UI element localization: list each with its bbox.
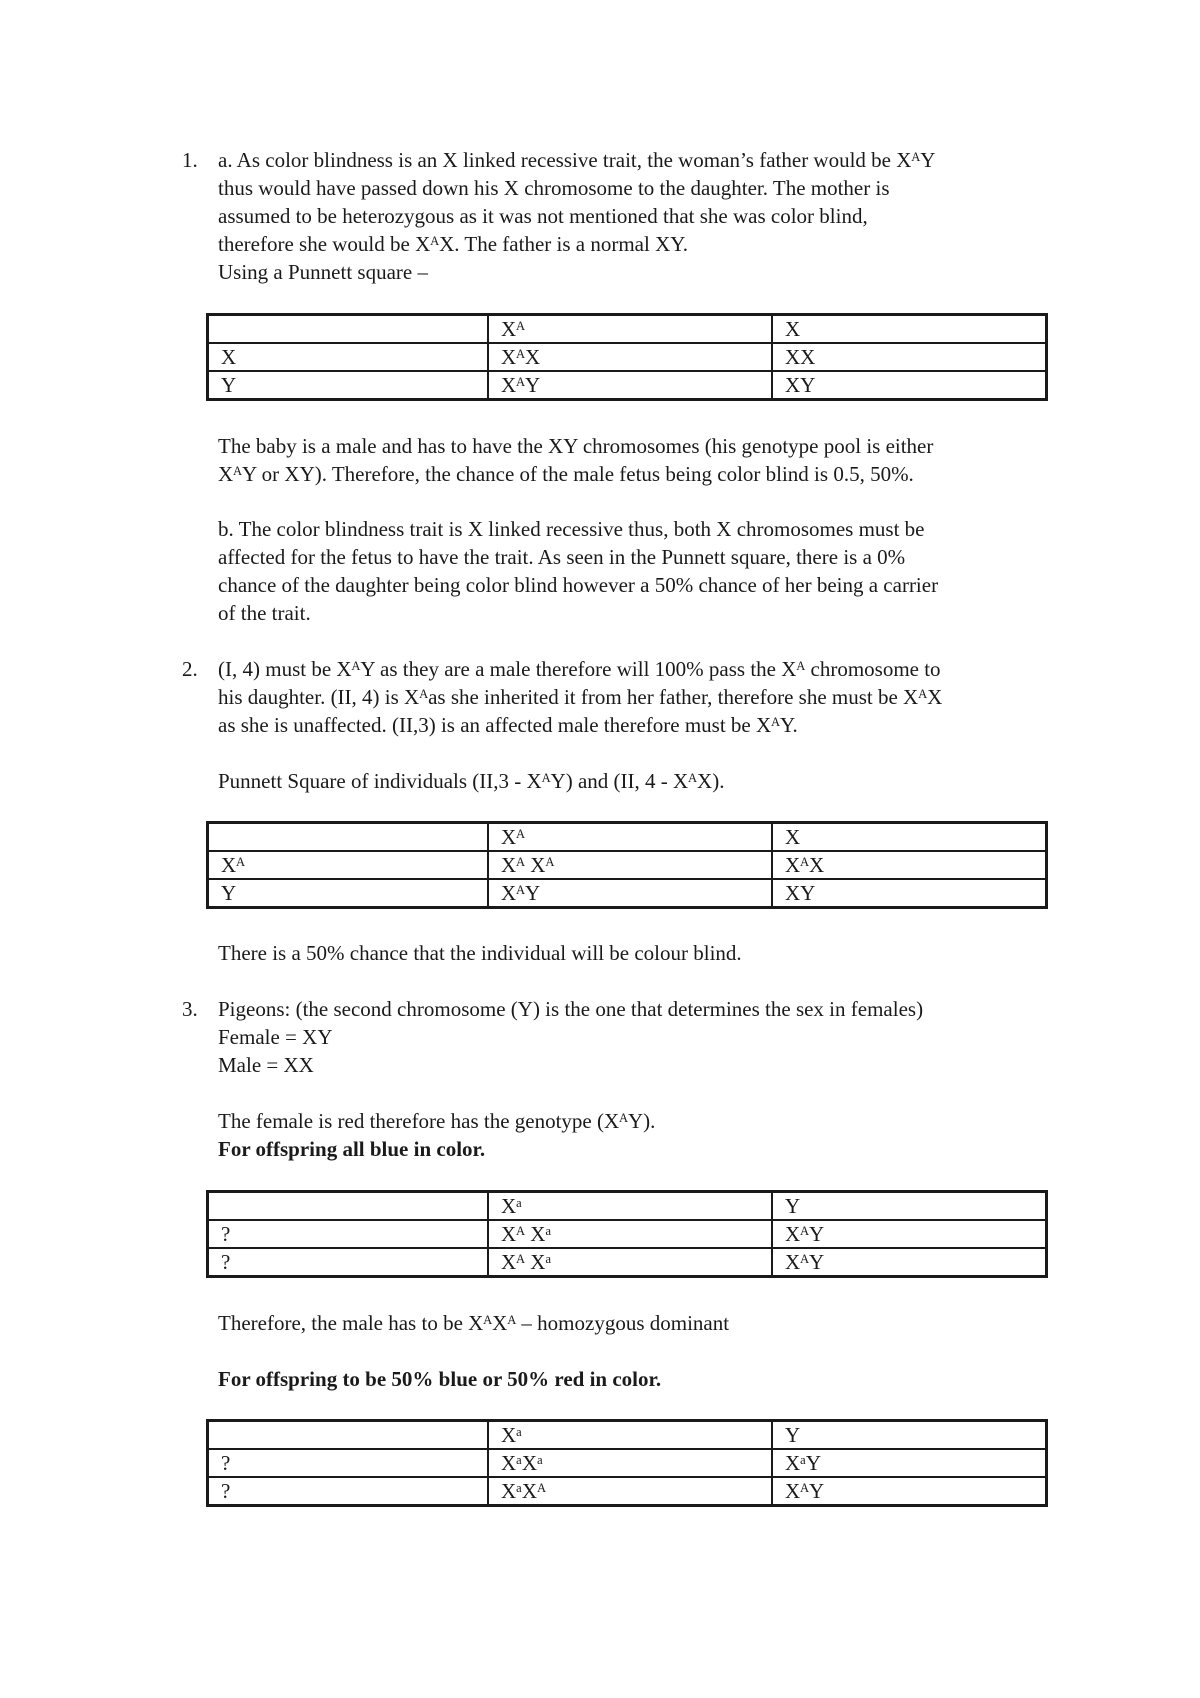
table-cell — [208, 823, 489, 852]
q3-heading-half-blue: For offspring to be 50% blue or 50% red in color. — [218, 1367, 662, 1391]
table-cell — [208, 1421, 489, 1450]
q3-punnett-table-1 — [206, 1190, 1048, 1278]
table-cell: Xᴬ Xᵃ — [488, 1248, 772, 1277]
table-row — [208, 1220, 1047, 1248]
table-cell: Xᵃ — [488, 1421, 772, 1450]
table-cell: XᴬX — [772, 851, 1047, 879]
q2-punnett-table — [206, 821, 1048, 909]
table-row — [208, 1192, 1047, 1221]
table-cell: XᵃY — [772, 1449, 1047, 1477]
table-cell: Xᴬ — [488, 315, 772, 344]
table-cell: XᵃXᵃ — [488, 1449, 772, 1477]
q1-line-4: therefore she would be XᴬX. The father is a normal XY. — [218, 232, 688, 256]
q1-line-1: a. As color blindness is an X linked recessive trait, the woman’s father would be XᴬY — [218, 148, 936, 172]
table-cell: Xᴬ — [488, 823, 772, 852]
table-cell: Xᴬ — [208, 851, 489, 879]
q3-punnett-table-2 — [206, 1419, 1048, 1507]
table-cell: XᴬX — [488, 343, 772, 371]
q3-line-1: Pigeons: (the second chromosome (Y) is the one that determines the sex in females) — [218, 997, 924, 1021]
q1-line-3: assumed to be heterozygous as it was not mentioned that she was color blind, — [218, 204, 868, 228]
table-cell: Xᴬ Xᵃ — [488, 1220, 772, 1248]
q1b-line-1: b. The color blindness trait is X linked recessive thus, both X chromosomes must be — [218, 517, 925, 541]
table-row — [208, 315, 1047, 344]
table-row — [208, 879, 1047, 908]
table-cell: XᴬY — [488, 371, 772, 400]
table-cell: XY — [772, 371, 1047, 400]
q2-after-table: There is a 50% chance that the individual will be colour blind. — [218, 941, 742, 965]
q1-after-line-1: The baby is a male and has to have the XY chromosomes (his genotype pool is either — [218, 434, 934, 458]
q1b-line-3: chance of the daughter being color blind however a 50% chance of her being a carrier — [218, 573, 939, 597]
table-cell: ? — [208, 1248, 489, 1277]
q1-line-2: thus would have passed down his X chromosome to the daughter. The mother is — [218, 176, 890, 200]
q3-heading-all-blue: For offspring all blue in color. — [218, 1137, 486, 1161]
q1-number: 1. — [182, 148, 198, 172]
table-cell: ? — [208, 1220, 489, 1248]
q3-conclusion-1: Therefore, the male has to be XᴬXᴬ – homozygous dominant — [218, 1311, 730, 1335]
q2-line-2: his daughter. (II, 4) is Xᴬas she inherited it from her father, therefore she must be XᴬX — [218, 685, 943, 709]
q2-table-caption: Punnett Square of individuals (II,3 - XᴬY) and (II, 4 - XᴬX). — [218, 769, 725, 793]
table-cell: XᵃXᴬ — [488, 1477, 772, 1506]
table-cell: Xᵃ — [488, 1192, 772, 1221]
table-cell: XᴬY — [772, 1220, 1047, 1248]
table-cell: XᴬY — [772, 1477, 1047, 1506]
table-cell: X — [208, 343, 489, 371]
table-cell: X — [772, 823, 1047, 852]
table-cell — [208, 1192, 489, 1221]
table-cell: Y — [208, 879, 489, 908]
table-row — [208, 1449, 1047, 1477]
q3-number: 3. — [182, 997, 198, 1021]
table-cell — [208, 315, 489, 344]
q1-after-line-2: XᴬY or XY). Therefore, the chance of the male fetus being color blind is 0.5, 50%. — [218, 462, 914, 486]
table-row — [208, 1248, 1047, 1277]
table-row — [208, 1421, 1047, 1450]
q2-number: 2. — [182, 657, 198, 681]
q2-line-3: as she is unaffected. (II,3) is an affected male therefore must be XᴬY. — [218, 713, 798, 737]
table-cell: Y — [772, 1421, 1047, 1450]
q3-line-3: Male = XX — [218, 1053, 314, 1077]
table-row — [208, 1477, 1047, 1506]
q2-line-1: (I, 4) must be XᴬY as they are a male therefore will 100% pass the Xᴬ chromosome to — [218, 657, 941, 681]
table-cell: Y — [208, 371, 489, 400]
table-cell: XX — [772, 343, 1047, 371]
table-row — [208, 343, 1047, 371]
q1b-line-2: affected for the fetus to have the trait. As seen in the Punnett square, there is a 0% — [218, 545, 906, 569]
table-cell: XY — [772, 879, 1047, 908]
table-cell: XᴬY — [488, 879, 772, 908]
table-cell: ? — [208, 1477, 489, 1506]
table-row — [208, 823, 1047, 852]
table-cell: Xᴬ Xᴬ — [488, 851, 772, 879]
q1b-line-4: of the trait. — [218, 601, 311, 625]
q1-line-5: Using a Punnett square – — [218, 260, 428, 284]
table-cell: X — [772, 315, 1047, 344]
q3-female-line: The female is red therefore has the genotype (XᴬY). — [218, 1109, 656, 1133]
table-row — [208, 371, 1047, 400]
table-cell: XᴬY — [772, 1248, 1047, 1277]
table-cell: ? — [208, 1449, 489, 1477]
table-cell: Y — [772, 1192, 1047, 1221]
q1-punnett-table — [206, 313, 1048, 401]
q3-line-2: Female = XY — [218, 1025, 333, 1049]
table-row — [208, 851, 1047, 879]
